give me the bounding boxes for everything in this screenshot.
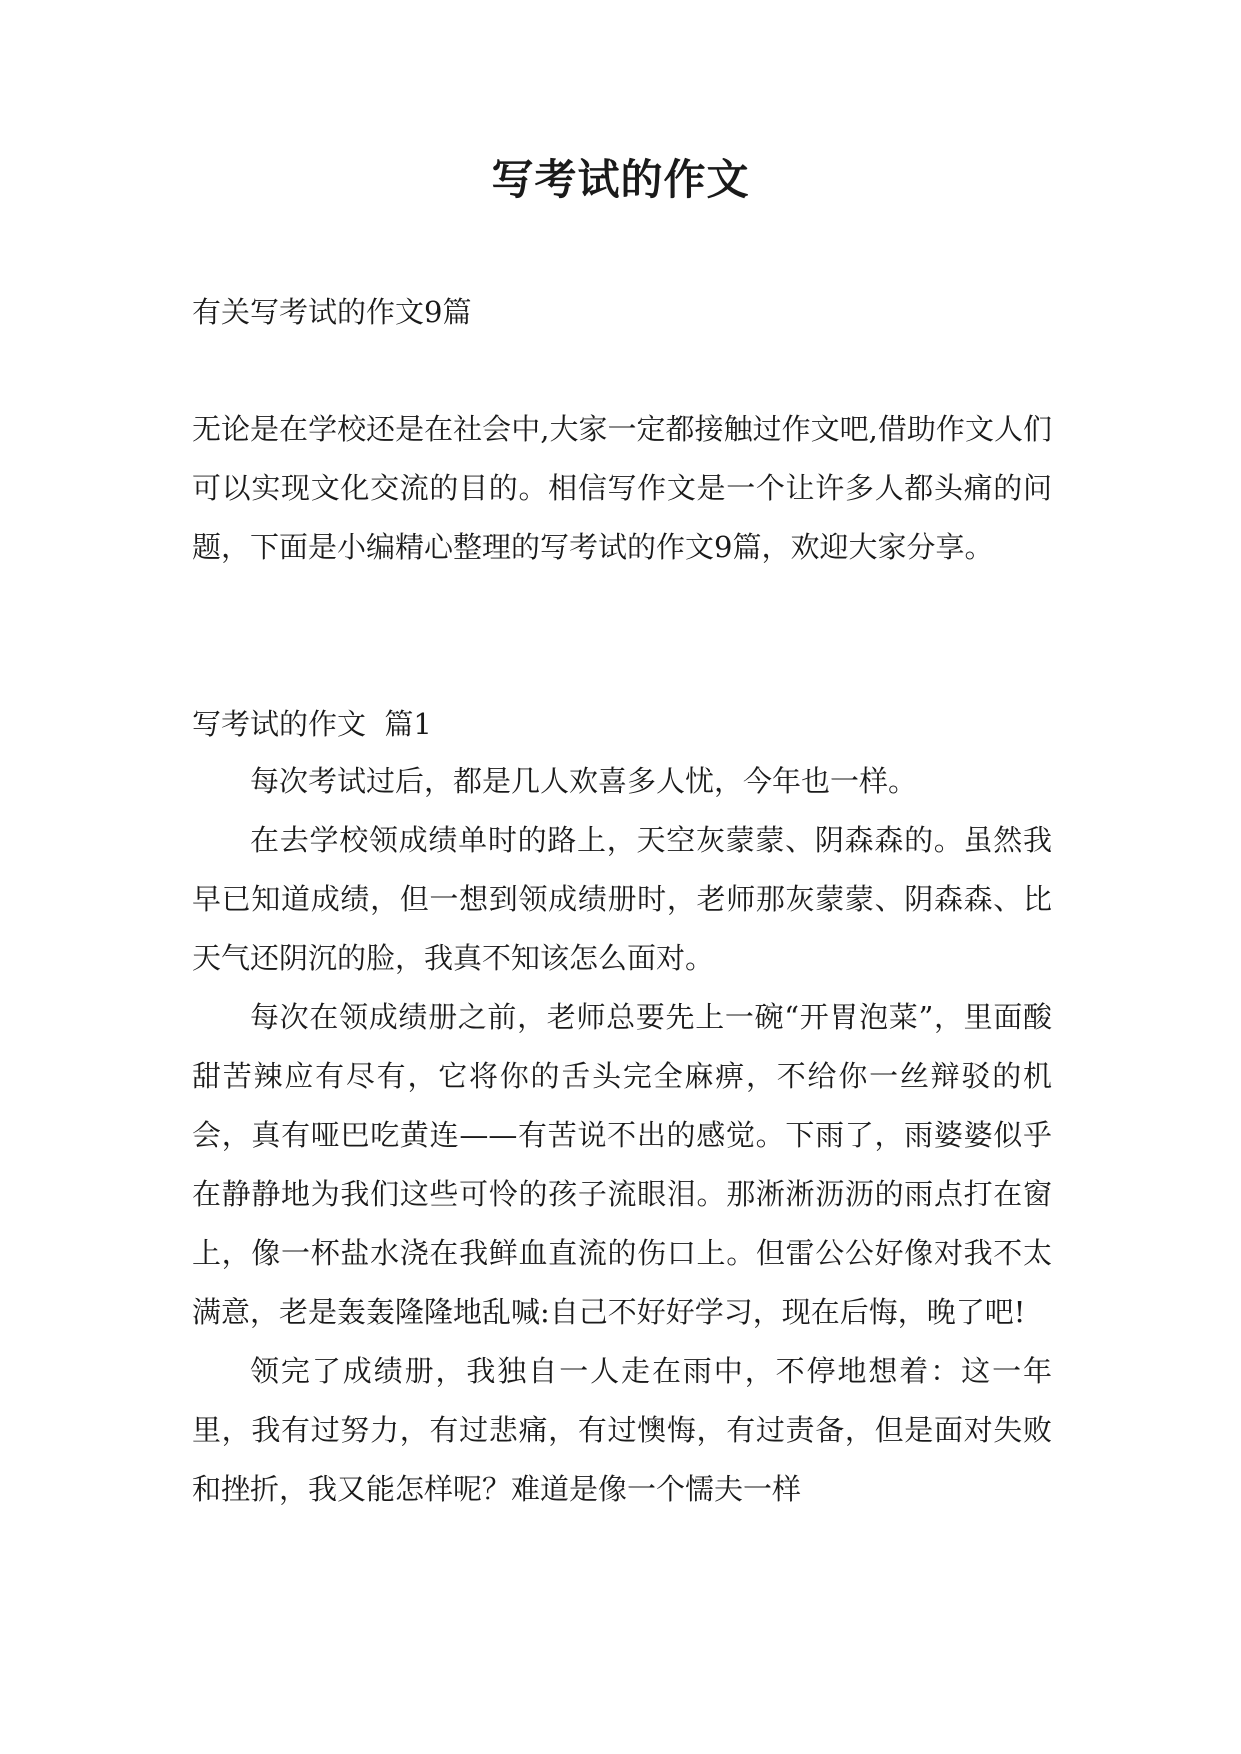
essay-body bbox=[192, 752, 1052, 1519]
section-heading: 写考试的作文 篇1 bbox=[192, 707, 432, 741]
essay-paragraph: 每次考试过后，都是几人欢喜多人忧，今年也一样。 bbox=[250, 764, 918, 798]
essay-paragraph: 领完了成绩册，我独自一人走在雨中，不停地想着：这一年里，我有过努力，有过悲痛，有过懊悔，有过责备，但是面对失败和挫折，我又能怎样呢？难道是像一个懦夫一样 bbox=[192, 1354, 1052, 1506]
document-subtitle: 有关写考试的作文9篇 bbox=[192, 295, 472, 329]
document-title: 写考试的作文 bbox=[491, 155, 750, 204]
intro-paragraph: 无论是在学校还是在社会中,大家一定都接触过作文吧,借助作文人们可以实现文化交流的目的。相信写作文是一个让许多人都头痛的问题，下面是小编精心整理的写考试的作文9篇，欢迎大家分享。 bbox=[192, 412, 1052, 564]
essay-paragraph: 每次在领成绩册之前，老师总要先上一碗“开胃泡菜”，里面酸甜苦辣应有尽有，它将你的舌头完全麻痹，不给你一丝辩驳的机会，真有哑巴吃黄连——有苦说不出的感觉。下雨了，雨婆婆似乎在静静地为我们这些可怜的孩子流眼泪。那淅淅沥沥的雨点打在窗上，像一杯盐水浇在我鲜血直流的伤口上。但雷公公好像对我不太满意，老是轰轰隆隆地乱喊:自己不好好学习，现在后悔，晚了吧! bbox=[192, 1000, 1052, 1329]
essay-paragraph: 在去学校领成绩单时的路上，天空灰蒙蒙、阴森森的。虽然我早已知道成绩，但一想到领成绩册时，老师那灰蒙蒙、阴森森、比天气还阴沉的脸，我真不知该怎么面对。 bbox=[192, 823, 1052, 975]
